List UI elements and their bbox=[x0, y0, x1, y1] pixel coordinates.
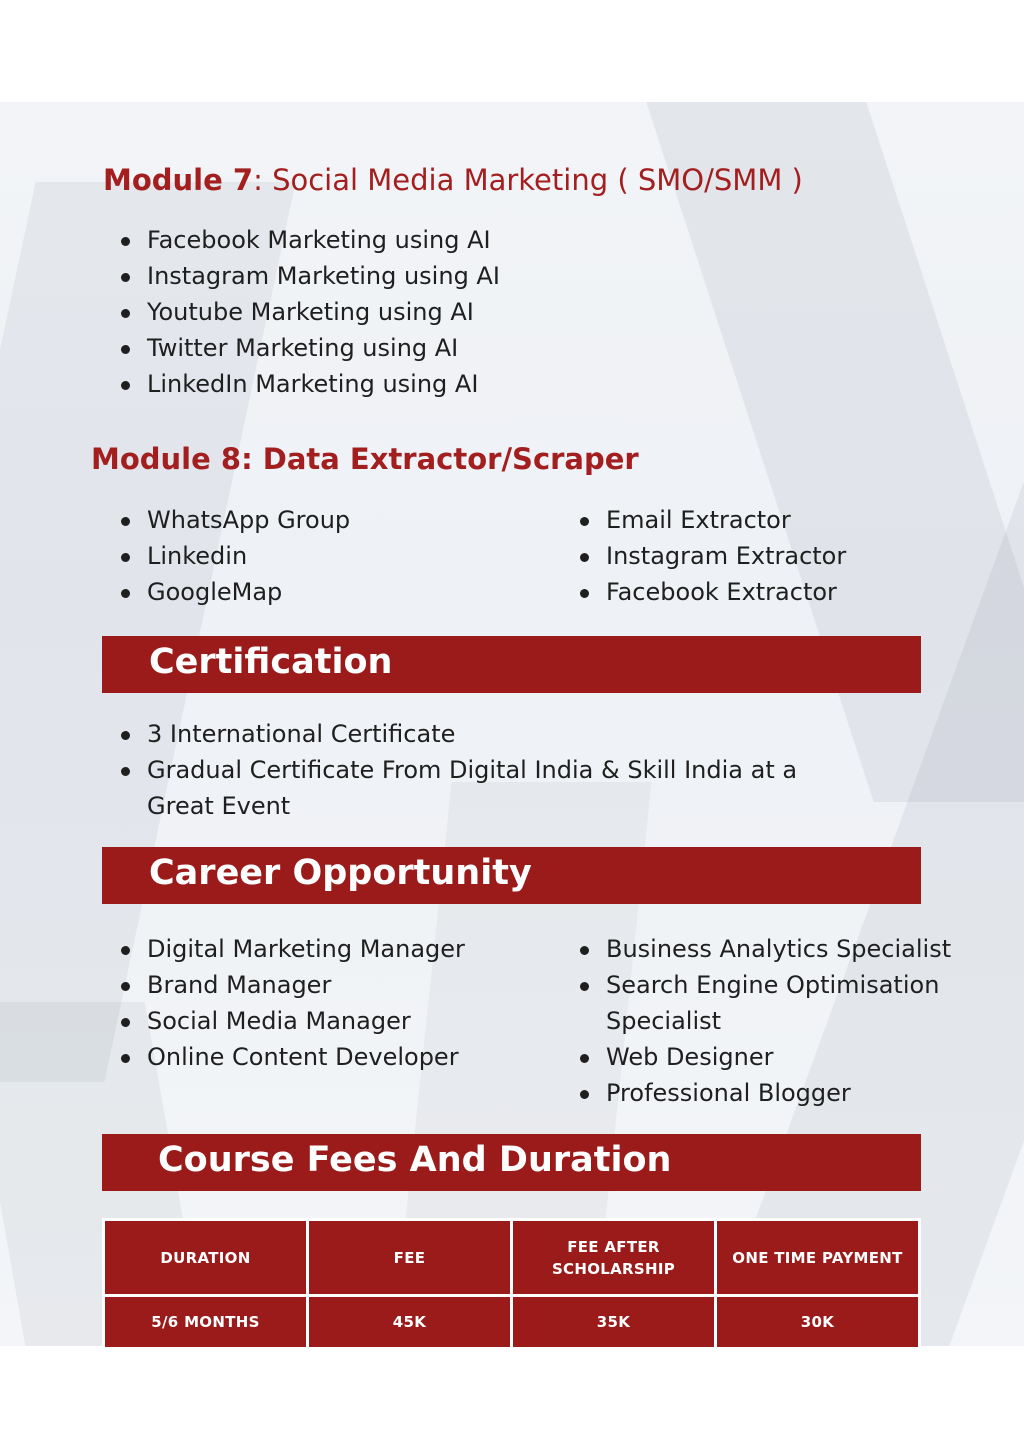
list-item: Youtube Marketing using AI bbox=[118, 294, 718, 330]
table-cell: 5/6 MONTHS bbox=[105, 1297, 306, 1347]
table-header-cell bbox=[513, 1221, 714, 1294]
list-item: Instagram Marketing using AI bbox=[118, 258, 718, 294]
fees-table bbox=[102, 1218, 921, 1350]
list-item: Web Designer bbox=[577, 1039, 1017, 1075]
career-list-left bbox=[118, 931, 558, 1075]
table-header-row bbox=[105, 1221, 918, 1294]
list-item: Facebook Extractor bbox=[577, 574, 997, 610]
certification-list bbox=[118, 716, 818, 824]
module8-list-left bbox=[118, 502, 538, 610]
list-item: WhatsApp Group bbox=[118, 502, 538, 538]
list-item: 3 International Certificate bbox=[118, 716, 818, 752]
table-header-cell: ONE TIME PAYMENT bbox=[717, 1221, 918, 1294]
list-item: Instagram Extractor bbox=[577, 538, 997, 574]
list-item: LinkedIn Marketing using AI bbox=[118, 366, 718, 402]
table-cell: 45K bbox=[309, 1297, 510, 1347]
table-cell: 35K bbox=[513, 1297, 714, 1347]
module7-list bbox=[118, 222, 718, 402]
certification-banner: Certification bbox=[102, 636, 921, 693]
fee-after-scholarship-label: FEE AFTER SCHOLARSHIP bbox=[551, 1237, 676, 1278]
list-item: Business Analytics Specialist bbox=[577, 931, 1017, 967]
module7-title-strong: Module 7 bbox=[103, 163, 254, 197]
career-banner: Career Opportunity bbox=[102, 847, 921, 904]
list-item: Search Engine Optimisation Specialist bbox=[577, 967, 1017, 1039]
career-list-right bbox=[577, 931, 1017, 1111]
table-header-cell: DURATION bbox=[105, 1221, 306, 1294]
list-item: Gradual Certificate From Digital India & Skill India at a Great Event bbox=[118, 752, 818, 824]
module7-title-rest: : Social Media Marketing ( SMO/SMM ) bbox=[253, 163, 803, 197]
table-row bbox=[105, 1297, 918, 1347]
fees-banner: Course Fees And Duration bbox=[102, 1134, 921, 1191]
module7-title bbox=[103, 162, 803, 198]
table-cell: 30K bbox=[717, 1297, 918, 1347]
list-item: GoogleMap bbox=[118, 574, 538, 610]
list-item: Email Extractor bbox=[577, 502, 997, 538]
module8-title: Module 8: Data Extractor/Scraper bbox=[91, 442, 639, 476]
list-item: Facebook Marketing using AI bbox=[118, 222, 718, 258]
list-item: Social Media Manager bbox=[118, 1003, 558, 1039]
table-header-cell: FEE bbox=[309, 1221, 510, 1294]
module8-list-right bbox=[577, 502, 997, 610]
list-item: Linkedin bbox=[118, 538, 538, 574]
list-item: Twitter Marketing using AI bbox=[118, 330, 718, 366]
list-item: Professional Blogger bbox=[577, 1075, 1017, 1111]
list-item: Online Content Developer bbox=[118, 1039, 558, 1075]
list-item: Brand Manager bbox=[118, 967, 558, 1003]
list-item: Digital Marketing Manager bbox=[118, 931, 558, 967]
